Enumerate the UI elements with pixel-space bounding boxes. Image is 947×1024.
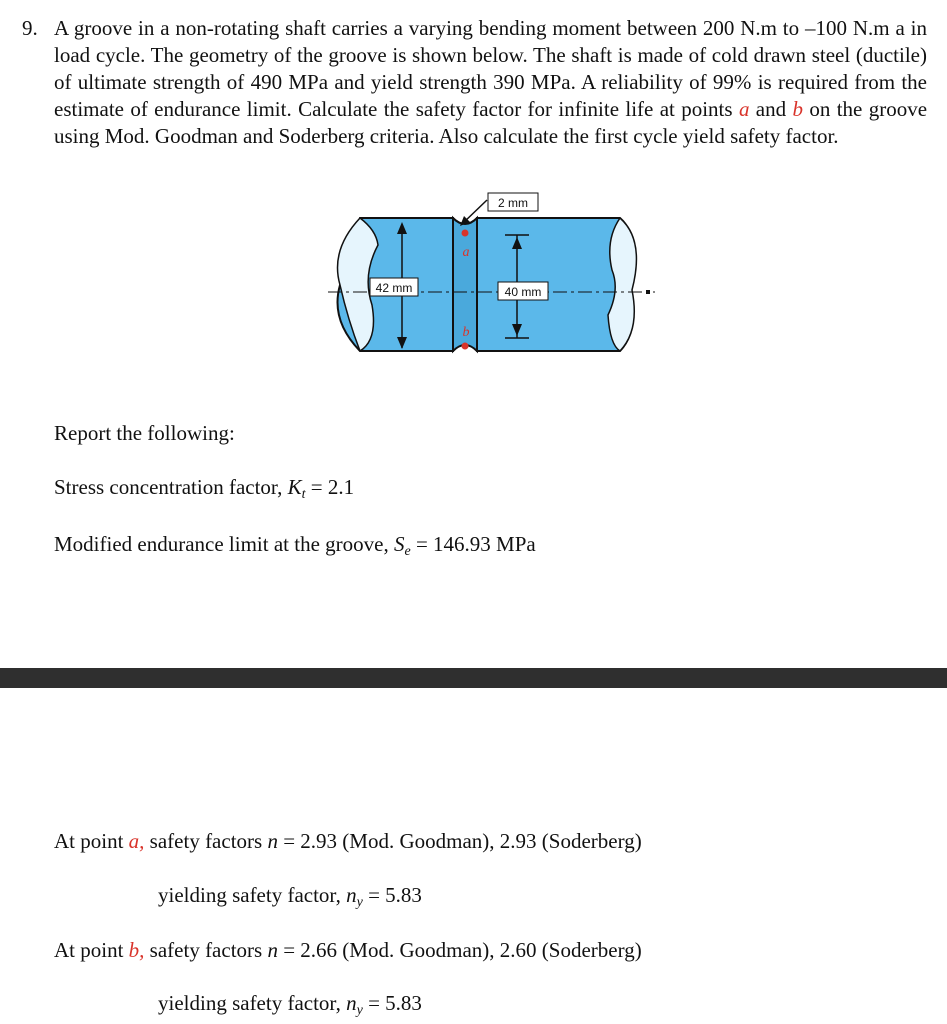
point-b-result: At point b, safety factors n = 2.66 (Mod. Goodman), 2.60 (Soderberg) — [54, 938, 642, 962]
problem-statement — [22, 15, 927, 150]
point-a-marker — [462, 230, 469, 237]
se-line: Modified endurance limit at the groove, $S_e = 146.93$ MPa — [54, 532, 536, 559]
diameter-42-label: 42 mm — [375, 281, 413, 295]
groove-width-label: 2 mm — [498, 196, 528, 210]
problem-text: A groove in a non-rotating shaft carries a varying bending moment between 200 N.m to –100 N.m a in load cycle. The geometry of the groove is shown below. The shaft is made of cold drawn steel (ductile) of ultimate strength of 490 MPa and yield strength 390 MPa. A reliability of 99% is required from the estimate of endurance limit. Calculate the safety factor for infinite life at points a and b on the groove using Mod. Goodman and Soderberg criteria. Also calculate the first cycle yield safety factor. — [54, 16, 928, 148]
point-b-yield: yielding safety factor, $n_y = 5.83$ — [158, 991, 422, 1018]
point-b-marker — [462, 343, 469, 350]
report-heading: Report the following: — [54, 421, 235, 445]
kt-line: Stress concentration factor, $K_t = 2.1$ — [54, 475, 355, 502]
diameter-40-label: 40 mm — [504, 285, 542, 299]
problem-number: 9. — [22, 16, 38, 40]
point-a-yield: yielding safety factor, $n_y = 5.83$ — [158, 883, 422, 910]
groove-shaft-figure — [320, 190, 660, 365]
point-a-ref: a — [738, 97, 750, 121]
section-divider — [0, 668, 947, 688]
point-a-label: a — [462, 245, 470, 260]
point-b-ref: b — [792, 97, 803, 121]
centerline-end-mark — [646, 290, 650, 294]
point-b-label: b — [462, 325, 470, 340]
point-a-result: At point a, safety factors n = 2.93 (Mod. Goodman), 2.93 (Soderberg) — [54, 829, 642, 853]
